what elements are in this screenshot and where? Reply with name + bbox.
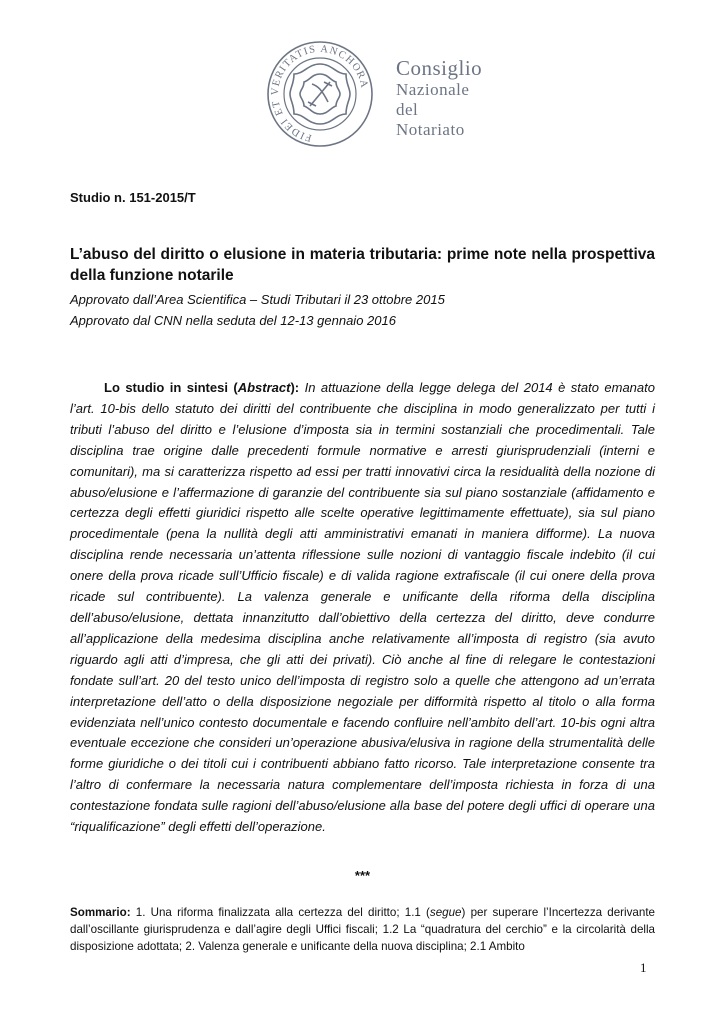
document-header: [266, 40, 506, 150]
section-separator: ***: [354, 868, 371, 883]
abstract-lead: [104, 380, 305, 395]
abstract-lead-post: ):: [290, 380, 305, 395]
abstract-lead-pre: Lo studio in sintesi (: [104, 380, 238, 395]
sommario-part-1: 1. Una riforma finalizzata alla certezza del diritto; 1.1 (: [130, 906, 430, 919]
abstract-body: In attuazione della legge delega del 2014 è stato emanato l’art. 10-bis dello statuto dei diritti del contribuente che disciplina in modo generalizzato per tutti i tributi l’abuso del diritto e l’elusione d’imposta sia in termini sostanziali che procedimentali. Tale disciplina trae origine dalle precedenti formule normative e arresti giurisprudenziali (interni e comunitari), ma si caratterizza rispetto ad essi per tratti innovativi circa la residualità della nozione di abuso/elusione e l’affermazione di garanzie del contribuente sia sul piano sostanziale (affidamento e certezza degli effetti giuridici rispetto alle scelte operative legittimamente effettuate), sia sul piano procedimentale (pena la nullità degli atti amministrativi emanati in maniera difforme). La nuova disciplina rende necessaria un’attenta riflessione sulle nozioni di vantaggio fiscale indebito (il cui onere della prova ricade sull’Ufficio fiscale) e di valida ragione extrafiscale (il cui onere della prova ricade sul contribuente). La valenza generale e unificante della riforma della disciplina dell’abuso/elusione, dettata innanzitutto dall’obiettivo della certezza del diritto, deve condurre all’applicazione della medesima disciplina anche relativamente all’imposta di registro (sia avuto riguardo agli atti d’impresa, che gli atti dei privati). Ciò anche al fine di relegare le contestazioni fondate sull’art. 20 del testo unico dell’imposta di registro solo a quelle che attengono ad un’errata interpretazione dell’atto o della disposizione negoziale per difformità rispetto al titolo o alla forma evidenziata nell’unico contesto documentale e facendo confluire nell’ambito dell’art. 10-bis ogni altra eventuale eccezione che consideri un’operazione abusiva/elusiva in ragione della strumentalità delle forme giuridiche o dei titoli cui i contribuenti abbiano fatto ricorso. Tale interpretazione consente tra l’altro di confermare la necessaria natura complementare dell’imposta richiesta in forza di una contestazione fondata sulle ragioni dell’abuso/elusione alla base del potere degli uffici di operare una “riqualificazione” degli effetti dell’operazione.: [70, 380, 655, 835]
sommario-label: Sommario:: [70, 906, 131, 919]
cnn-seal-logo: [266, 40, 374, 148]
approval-area-scientifica: Approvato dall’Area Scientifica – Studi Tributari il 23 ottobre 2015: [70, 292, 445, 307]
org-line-3: del: [396, 100, 419, 119]
organization-name: [396, 58, 482, 140]
org-line-1-text: Consiglio: [396, 56, 483, 80]
org-line-4: Notariato: [396, 120, 465, 139]
approval-cnn: Approvato dal CNN nella seduta del 12-13 gennaio 2016: [70, 313, 396, 328]
org-line-1: [396, 58, 482, 80]
studio-number: Studio n. 151-2015/T: [70, 190, 196, 205]
approval-notes: [70, 289, 445, 331]
sommario-part-2: ) per superare l’Incertezza derivante dall’oscillante giurisprudenza e dall’agire degli Uffici fiscali; 1.2 La “quadratura del cerchio” e la circolarità della disposizione adottata; 2. Valenza generale e unificante della nuova disciplina; 2.1 Ambito: [70, 906, 655, 953]
abstract-lead-italic: Abstract: [237, 380, 291, 395]
document-title: L’abuso del diritto o elusione in materia tributaria: prime note nella prospettiva della funzione notarile: [70, 246, 655, 284]
page-number: 1: [640, 960, 647, 975]
sommario-paragraph: [70, 904, 655, 955]
org-line-2: Nazionale: [396, 80, 470, 99]
sommario-segue: segue: [429, 906, 462, 919]
abstract-paragraph: [70, 378, 655, 838]
seal-motto: FIDEI ET VERITATIS ANCHORA: [269, 43, 370, 144]
